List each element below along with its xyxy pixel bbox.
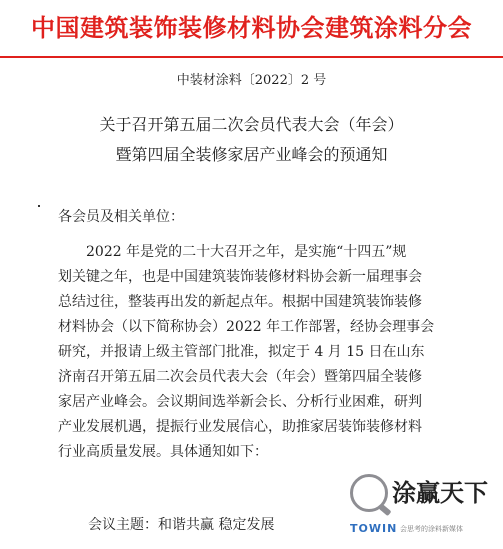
stray-mark — [38, 205, 40, 207]
document-title — [0, 110, 503, 170]
watermark-name: 涂赢天下 — [392, 479, 488, 507]
media-watermark — [346, 472, 503, 549]
meeting-theme: 会议主题：和谐共赢 稳定发展 — [88, 517, 275, 533]
body-line: 家居产业峰会。会议期间选举新会长、分析行业困难，研判 — [58, 394, 422, 410]
body-line: 材料协会（以下简称协会）2022 年工作部署，经协会理事会 — [58, 319, 435, 335]
document-title-line-1: 关于召开第五届二次会员代表大会（年会） — [99, 115, 404, 134]
search-magnifier-icon — [350, 474, 388, 512]
watermark-slogan: 会思考的涂料新媒体 — [400, 525, 463, 533]
organization-name: 中国建筑装饰装修材料协会建筑涂料分会 — [31, 14, 472, 42]
red-header-rule — [0, 56, 503, 58]
body-line: 2022 年是党的二十大召开之年，是实施“十四五”规 — [86, 244, 407, 260]
document-number: 中装材涂料〔2022〕2 号 — [176, 73, 327, 88]
body-line: 总结过往，整装再出发的新起点年。根据中国建筑装饰装修 — [58, 294, 422, 310]
watermark-latin-name: TOWIN — [350, 522, 398, 535]
document-title-line-2: 暨第四届全装修家居产业峰会的预通知 — [115, 145, 388, 164]
body-paragraph — [58, 240, 458, 465]
body-line: 划关键之年，也是中国建筑装饰装修材料协会新一届理事会 — [58, 269, 422, 285]
body-line: 产业发展机遇，提振行业发展信心，助推家居装饰装修材料 — [58, 419, 422, 435]
salutation: 各会员及相关单位： — [58, 209, 184, 225]
body-line: 行业高质量发展。具体通知如下： — [58, 444, 268, 460]
body-line: 济南召开第五届二次会员代表大会（年会）暨第四届全装修 — [58, 369, 422, 385]
body-line: 研究，并报请上级主管部门批准，拟定于 4 月 15 日在山东 — [58, 344, 425, 360]
